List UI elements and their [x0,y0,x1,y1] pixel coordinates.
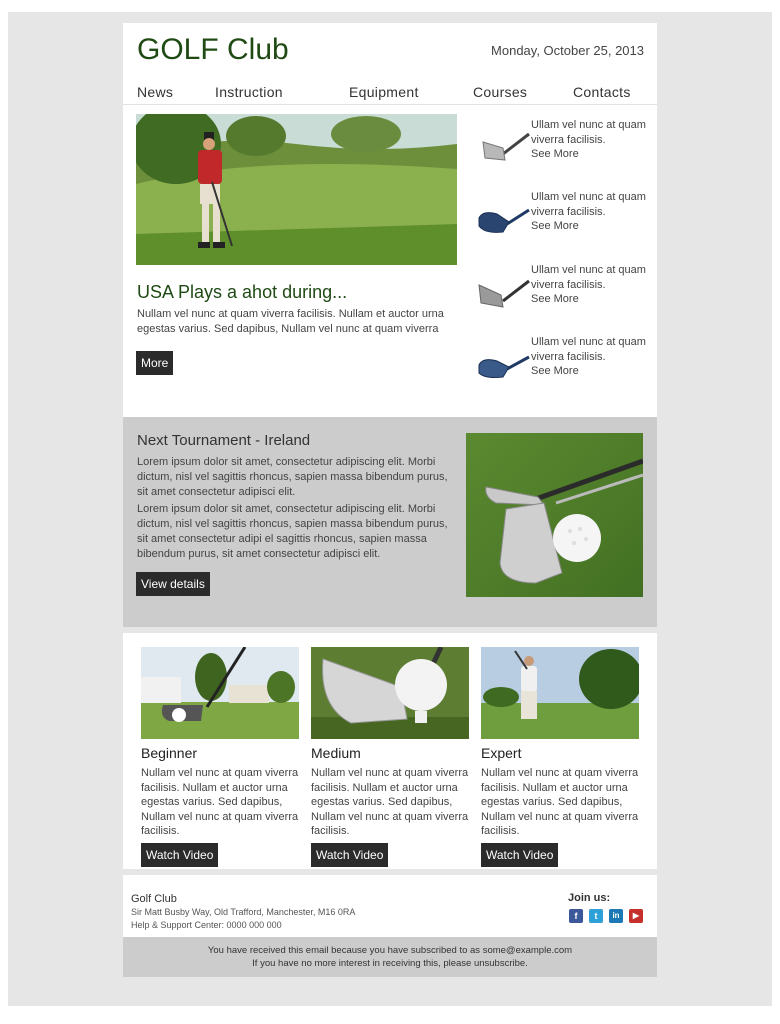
linkedin-icon[interactable]: in [609,909,623,923]
site-title: GOLF Club [137,33,289,66]
iron-club-icon [473,126,531,166]
twitter-icon[interactable]: t [589,909,603,923]
tournament-section [123,417,657,627]
levels-section [123,627,657,875]
nav-courses[interactable]: Courses [473,84,528,100]
email-footer [123,881,657,937]
footer-org-name: Golf Club [131,893,177,905]
more-button[interactable]: More [136,351,173,375]
hero-headline[interactable]: USA Plays a ahot during... [137,282,348,302]
nav-instruction[interactable]: Instruction [215,84,283,100]
main-nav [123,81,657,105]
side-item-text: Ullam vel nunc at quam viverra facilisis. [531,264,646,291]
tournament-title[interactable]: Next Tournament - Ireland [137,432,311,449]
view-details-button[interactable]: View details [136,572,210,596]
facebook-icon[interactable]: f [569,909,583,923]
side-item [473,118,653,178]
tournament-paragraph: Lorem ipsum dolor sit amet, consectetur adipiscing elit. Morbi dictum, nisl vel sagittis rhoncus, sapien massa bibendum purus, sit amet consectetur adipisci elit. [137,456,448,498]
driver-club-icon [473,343,531,383]
side-item [473,335,653,395]
level-text: Nullam vel nunc at quam viverra facilisis. Nullam et auctor urna egestas varius. Sed dapibus, Nullam vel nunc at quam viverra facilisis. [141,767,299,837]
subscription-notice [123,937,657,977]
watch-video-button[interactable]: Watch Video [141,843,218,867]
level-title[interactable]: Medium [311,745,361,761]
nav-contacts[interactable]: Contacts [573,84,631,100]
join-us-label: Join us: [568,892,611,904]
unsubscribe-notice[interactable]: If you have no more interest in receiving this, please unsubscribe. [252,958,528,969]
hero-section [123,105,657,415]
golf-ball-club-image [466,433,643,597]
expert-image [481,647,639,739]
side-item-text: Ullam vel nunc at quam viverra facilisis. [531,191,646,218]
level-text: Nullam vel nunc at quam viverra facilisis. Nullam et auctor urna egestas varius. Sed dapibus, Nullam vel nunc at quam viverra facilisis. [311,767,469,837]
watch-video-button[interactable]: Watch Video [481,843,558,867]
level-card [311,647,469,867]
side-item [473,190,653,250]
header-date: Monday, October 25, 2013 [491,43,644,58]
level-title[interactable]: Beginner [141,745,198,761]
level-text: Nullam vel nunc at quam viverra facilisis. Nullam et auctor urna egestas varius. Sed dapibus, Nullam vel nunc at quam viverra facilisis. [481,767,639,837]
nav-news[interactable]: News [137,84,174,100]
see-more-link[interactable]: See More [531,365,579,377]
level-title[interactable]: Expert [481,745,522,761]
level-card [141,647,299,867]
side-item [473,263,653,323]
driver-club-icon [473,198,531,238]
see-more-link[interactable]: See More [531,148,579,160]
notice-line-1: You have received this email because you have subscribed to as some@example.com [207,945,573,956]
medium-image [311,647,469,739]
tournament-paragraph: Lorem ipsum dolor sit amet, consectetur adipiscing elit. Morbi dictum, nisl vel sagittis rhoncus, sapien massa bibendum purus, sit amet consectetur adipi el sagittis rhoncus, sapien massa bibendum purus, sit amet consectetur adipisci elit. [137,503,448,560]
nav-equipment[interactable]: Equipment [349,84,419,100]
beginner-image [141,647,299,739]
side-item-text: Ullam vel nunc at quam viverra facilisis. [531,336,646,363]
hero-golfer-image[interactable] [136,114,457,265]
see-more-link[interactable]: See More [531,220,579,232]
youtube-icon[interactable]: ▶ [629,909,643,923]
footer-address: Sir Matt Busby Way, Old Trafford, Manchester, M16 0RA [131,907,356,917]
hero-summary: Nullam vel nunc at quam viverra facilisis. Nullam et auctor urna egestas varius. Sed dapibus, Nullam vel nunc at quam viverra [137,308,444,335]
watch-video-button[interactable]: Watch Video [311,843,388,867]
email-header [123,23,657,81]
iron-club-icon [473,271,531,311]
level-card [481,647,639,867]
footer-help-line: Help & Support Center: 0000 000 000 [131,920,282,930]
see-more-link[interactable]: See More [531,293,579,305]
side-item-text: Ullam vel nunc at quam viverra facilisis. [531,119,646,146]
email-container [123,23,657,977]
